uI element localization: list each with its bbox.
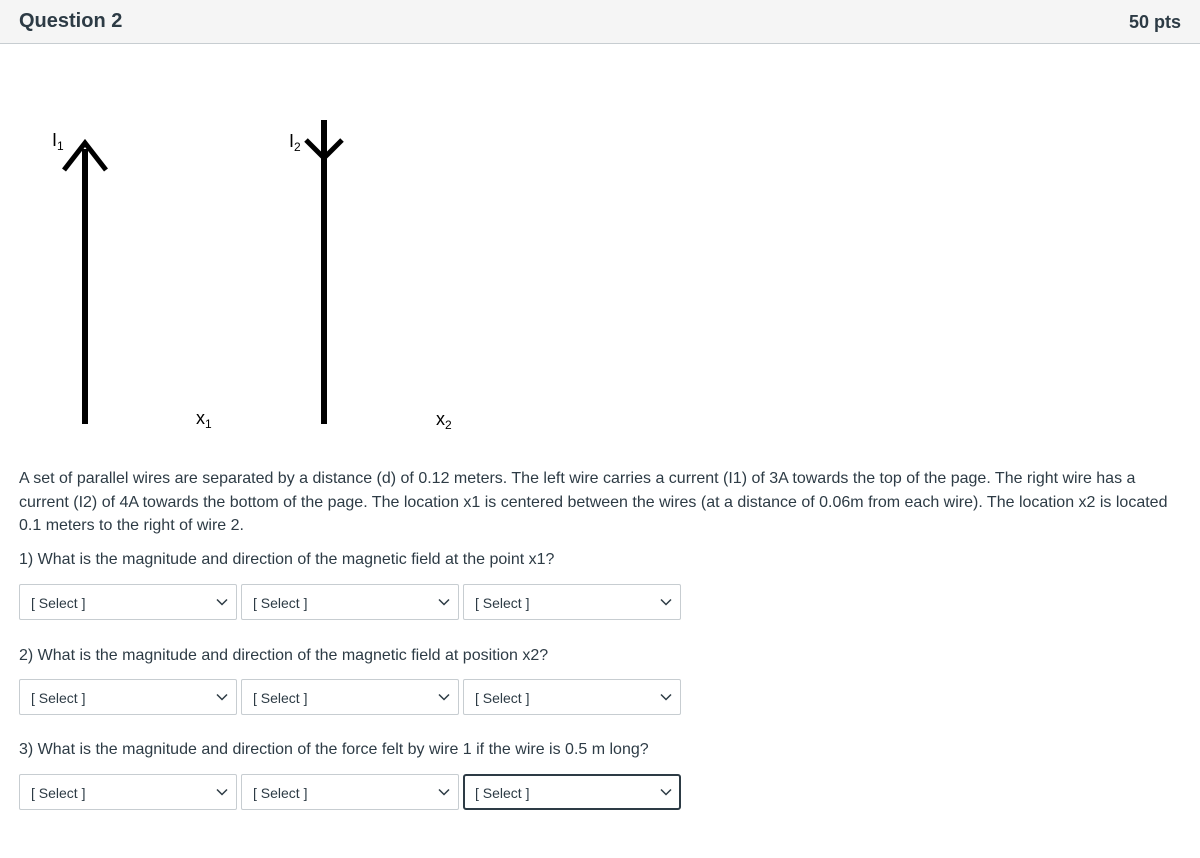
- question-1-text: 1) What is the magnitude and direction of the magnetic field at the point x1?: [19, 551, 555, 568]
- chevron-down-icon: [438, 596, 450, 608]
- chevron-down-icon: [216, 786, 228, 798]
- chevron-down-icon: [438, 786, 450, 798]
- chevron-down-icon: [660, 786, 672, 798]
- q3-select-3-value: [ Select ]: [475, 785, 530, 801]
- chevron-down-icon: [438, 691, 450, 703]
- problem-description: A set of parallel wires are separated by a distance (d) of 0.12 meters. The left wire carries a current (I1) of 3A towards the top of the page. The right wire has a current (I2) of 4A towards the bottom of the page. The location x1 is centered between the wires (at a distance of 0.06m from each wire). The location x2 is located 0.1 meters to the right of wire 2.: [19, 470, 1168, 534]
- point-x2-label: $x_2$: [436, 409, 452, 432]
- q2-select-1-value: [ Select ]: [31, 690, 86, 706]
- question-3-text: 3) What is the magnitude and direction of the force felt by wire 1 if the wire is 0.5 m long?: [19, 741, 649, 758]
- wire-1-label: $I_1$: [52, 130, 64, 153]
- q2-select-2[interactable]: [241, 679, 459, 715]
- question-points: 50 pts: [1128, 12, 1181, 32]
- q3-select-1[interactable]: [19, 774, 237, 810]
- wire-2-label: $I_2$: [289, 131, 301, 154]
- q3-select-2[interactable]: [241, 774, 459, 810]
- q3-select-3[interactable]: [463, 774, 681, 810]
- q2-select-2-value: [ Select ]: [253, 690, 308, 706]
- chevron-down-icon: [216, 596, 228, 608]
- chevron-down-icon: [660, 691, 672, 703]
- point-x1-label: $x_1$: [196, 408, 212, 431]
- chevron-down-icon: [660, 596, 672, 608]
- q3-select-2-value: [ Select ]: [253, 785, 308, 801]
- q1-select-3[interactable]: [463, 584, 681, 620]
- q2-select-3-value: [ Select ]: [475, 690, 530, 706]
- q2-select-3[interactable]: [463, 679, 681, 715]
- question-title: Question 2: [19, 10, 123, 32]
- q2-select-1[interactable]: [19, 679, 237, 715]
- wires-diagram: [0, 44, 600, 464]
- q1-select-2[interactable]: [241, 584, 459, 620]
- question-2-text: 2) What is the magnitude and direction of the magnetic field at position x2?: [19, 647, 549, 664]
- question-header: [0, 0, 1200, 44]
- chevron-down-icon: [216, 691, 228, 703]
- q1-select-1-value: [ Select ]: [31, 595, 86, 611]
- q1-select-1[interactable]: [19, 584, 237, 620]
- wires-drawing: [0, 44, 600, 464]
- q3-select-1-value: [ Select ]: [31, 785, 86, 801]
- q1-select-2-value: [ Select ]: [253, 595, 308, 611]
- q1-select-3-value: [ Select ]: [475, 595, 530, 611]
